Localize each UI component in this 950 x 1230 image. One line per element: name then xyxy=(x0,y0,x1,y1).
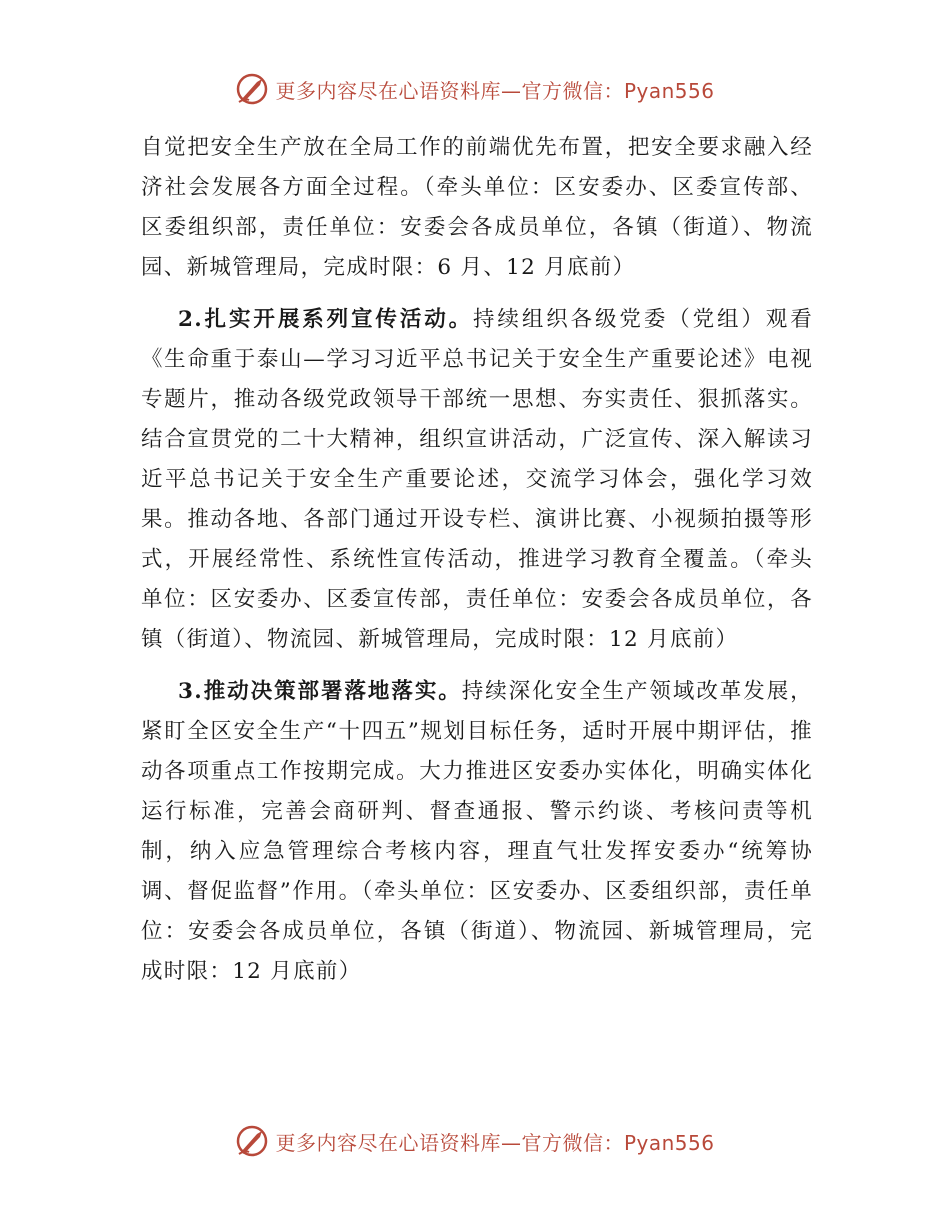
pen-logo-icon xyxy=(235,1124,269,1158)
banner-text: 更多内容尽在心语资料库—官方微信：Pyan556 xyxy=(275,78,715,103)
item-title: 3.推动决策部署落地落实。 xyxy=(178,679,462,704)
pen-logo-icon xyxy=(235,72,269,106)
paragraph-item-3 xyxy=(141,672,813,992)
banner-text: 更多内容尽在心语资料库—官方微信：Pyan556 xyxy=(275,1130,715,1155)
paragraph-item-2 xyxy=(141,300,813,660)
paragraph-body: 持续组织各级党委（党组）观看《生命重于泰山—学习习近平总书记关于安全生产重要论述》电视专题片，推动各级党政领导干部统一思想、夯实责任、狠抓落实。结合宣贯党的二十大精神，组织宣讲活动，广泛宣传、深入解读习近平总书记关于安全生产重要论述，交流学习体会，强化学习效果。推动各地、各部门通过开设专栏、演讲比赛、小视频拍摄等形式，开展经常性、系统性宣传活动，推进学习教育全覆盖。（牵头单位：区安委办、区委宣传部，责任单位：安委会各成员单位，各镇（街道）、物流园、新城管理局，完成时限：12 月底前） xyxy=(141,307,814,652)
paragraph-continuation xyxy=(141,128,813,288)
header-banner xyxy=(0,72,950,106)
item-title: 2.扎实开展系列宣传活动。 xyxy=(178,307,474,332)
paragraph-body: 自觉把安全生产放在全局工作的前端优先布置，把安全要求融入经济社会发展各方面全过程。（牵头单位：区安委办、区委宣传部、区委组织部，责任单位：安委会各成员单位，各镇（街道）、物流园、新城管理局，完成时限：6 月、12 月底前） xyxy=(141,135,813,280)
paragraph-body: 持续深化安全生产领域改革发展，紧盯全区安全生产“十四五”规划目标任务，适时开展中期评估，推动各项重点工作按期完成。大力推进区安委办实体化，明确实体化运行标准，完善会商研判、督查通报、警示约谈、考核问责等机制，纳入应急管理综合考核内容，理直气壮发挥安委办“统筹协调、督促监督”作用。（牵头单位：区安委办、区委组织部，责任单位：安委会各成员单位，各镇（街道）、物流园、新城管理局，完成时限：12 月底前） xyxy=(141,679,813,984)
document-body xyxy=(141,128,813,992)
footer-banner xyxy=(0,1124,950,1158)
